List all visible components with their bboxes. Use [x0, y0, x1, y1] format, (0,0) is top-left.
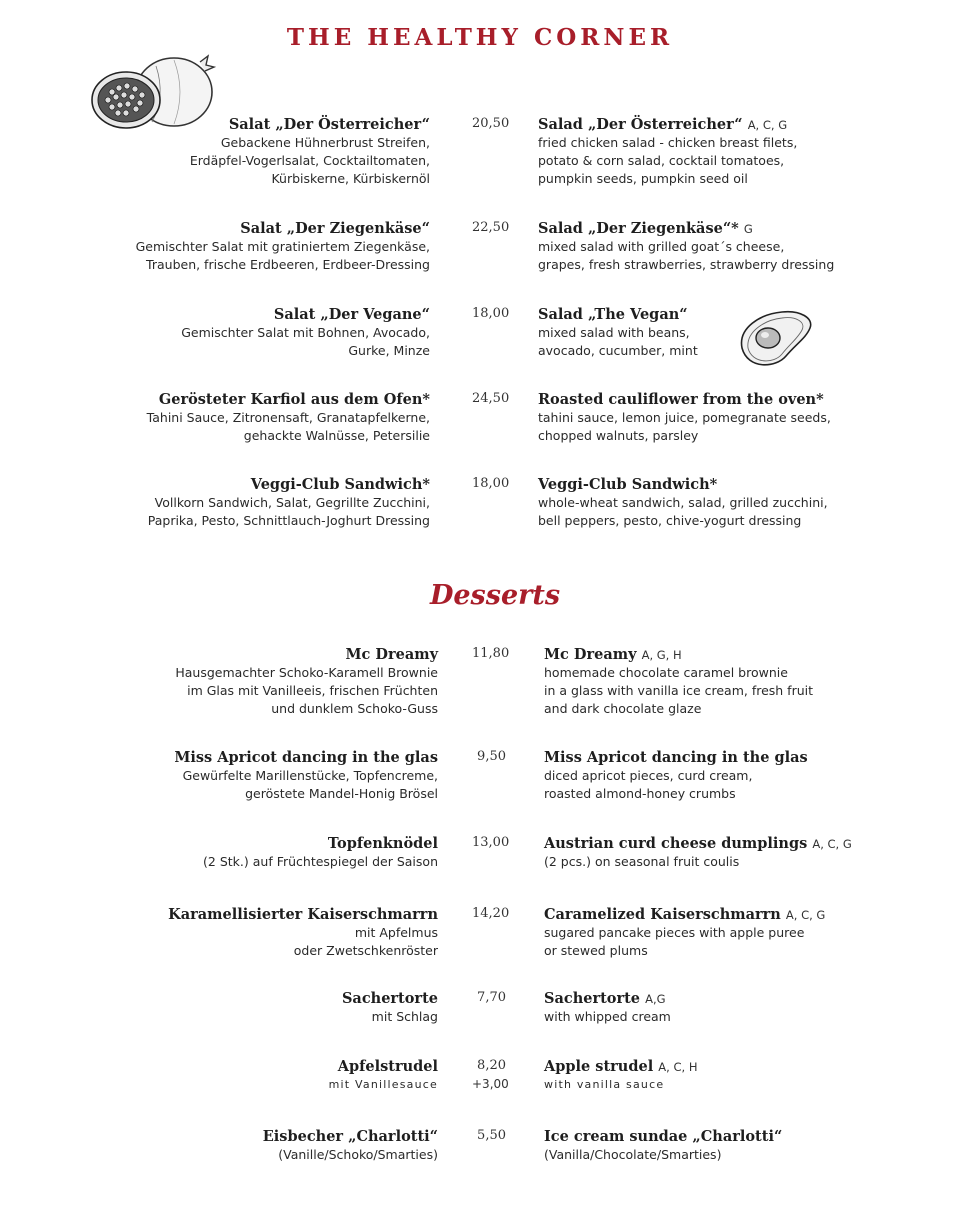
item-name-de: Apfelstrudel	[337, 1058, 438, 1075]
allergen-codes: A, C, G	[812, 837, 852, 851]
allergen-codes: G	[743, 222, 753, 236]
item-price-block	[472, 476, 509, 491]
item-name-en: Salad „Der Österreicher“	[538, 116, 743, 133]
item-german	[181, 306, 430, 360]
item-name-en: Austrian curd cheese dumplings	[544, 835, 808, 852]
item-desc-en: fried chicken salad - chicken breast filets, potato & corn salad, cocktail tomatoes, pumpkin seeds, pumpkin seed oil	[538, 135, 798, 186]
item-price-block	[472, 1128, 506, 1143]
item-name-en: Salad „The Vegan“	[538, 306, 688, 323]
item-price-block	[472, 990, 506, 1005]
allergen-codes: A, C, G	[747, 118, 788, 132]
item-desc-en: tahini sauce, lemon juice, pomegranate seeds, chopped walnuts, parsley	[538, 410, 831, 443]
item-price: 22,50	[472, 220, 510, 235]
item-desc-en: mixed salad with grilled goat´s cheese, grapes, fresh strawberries, strawberry dressing	[538, 239, 835, 272]
item-desc-de: mit Apfelmus oder Zwetschkenröster	[293, 925, 438, 958]
item-price: 8,20	[477, 1058, 506, 1073]
item-english	[544, 1128, 782, 1164]
item-name-de: Gerösteter Karfiol aus dem Ofen*	[158, 391, 430, 408]
item-german	[136, 220, 430, 274]
item-german	[263, 1128, 438, 1164]
item-price: 18,00	[472, 306, 510, 321]
item-english	[538, 220, 834, 274]
item-desc-de: mit Schlag	[371, 1009, 438, 1024]
item-name-de: Mc Dreamy	[345, 646, 438, 663]
item-english	[544, 1058, 697, 1094]
item-price: 9,50	[477, 749, 506, 764]
item-desc-de: Hausgemachter Schoko-Karamell Brownie im Glas mit Vanilleeis, frischen Früchten und dunklem Schoko-Guss	[175, 665, 438, 716]
page-title: THE HEALTHY CORNER	[286, 24, 674, 51]
item-german	[342, 990, 438, 1026]
item-desc-de: Gebackene Hühnerbrust Streifen, Erdäpfel-Vogerlsalat, Cocktailtomaten, Kürbiskerne, Kürbiskernöl	[189, 135, 430, 186]
item-name-de: Miss Apricot dancing in the glas	[174, 749, 438, 766]
item-desc-en: with vanilla sauce	[544, 1078, 665, 1091]
item-price-block	[472, 1058, 509, 1091]
menu-item	[0, 906, 960, 996]
item-name-de: Salat „Der Vegane“	[273, 306, 430, 323]
item-german	[148, 476, 430, 530]
item-price-block	[472, 749, 506, 764]
item-price-block	[472, 906, 510, 921]
item-name-en: Caramelized Kaiserschmarrn	[544, 906, 781, 923]
item-english	[544, 906, 825, 960]
menu-item	[0, 220, 960, 310]
item-price: 24,50	[472, 391, 510, 406]
item-price-block	[472, 116, 509, 131]
item-price: 13,00	[472, 835, 510, 850]
item-german	[174, 749, 438, 803]
item-price-block	[472, 391, 509, 406]
item-name-de: Sachertorte	[341, 990, 438, 1007]
item-name-de: Salat „Der Österreicher“	[228, 116, 430, 133]
item-price: 20,50	[472, 116, 510, 131]
menu-item	[0, 749, 960, 839]
item-price: 14,20	[472, 906, 510, 921]
item-name-en: Veggi-Club Sandwich*	[538, 476, 718, 493]
item-english	[544, 990, 671, 1026]
item-name-de: Karamellisierter Kaiserschmarrn	[168, 906, 438, 923]
menu-item	[0, 476, 960, 566]
allergen-codes: A, C, H	[658, 1060, 698, 1074]
menu-item	[0, 646, 960, 736]
item-english	[544, 835, 852, 871]
item-price-block	[472, 835, 510, 850]
item-desc-de: Vollkorn Sandwich, Salat, Gegrillte Zucchini, Paprika, Pesto, Schnittlauch-Joghurt Dressing	[147, 495, 430, 528]
item-english	[544, 749, 808, 803]
menu-item	[0, 306, 960, 396]
item-name-de: Eisbecher „Charlotti“	[262, 1128, 438, 1145]
item-english	[544, 646, 813, 718]
item-name-de: Salat „Der Ziegenkäse“	[240, 220, 430, 237]
item-german	[329, 1058, 438, 1094]
item-name-en: Apple strudel	[544, 1058, 654, 1075]
item-desc-en: mixed salad with beans, avocado, cucumber, mint	[538, 325, 698, 358]
item-price-block	[472, 220, 509, 235]
item-english	[538, 306, 698, 360]
item-german	[175, 646, 438, 718]
item-name-de: Veggi-Club Sandwich*	[250, 476, 430, 493]
item-name-en: Miss Apricot dancing in the glas	[544, 749, 808, 766]
item-desc-en: whole-wheat sandwich, salad, grilled zucchini, bell peppers, pesto, chive-yogurt dressing	[538, 495, 828, 528]
item-desc-de: Tahini Sauce, Zitronensaft, Granatapfelkerne, gehackte Walnüsse, Petersilie	[146, 410, 430, 443]
allergen-codes: A, C, G	[785, 908, 826, 922]
item-name-en: Sachertorte	[544, 990, 641, 1007]
item-desc-en: (Vanilla/Chocolate/Smarties)	[544, 1147, 722, 1162]
item-german	[203, 835, 438, 871]
item-price: 5,50	[477, 1128, 506, 1143]
item-desc-de: Gewürfelte Marillenstücke, Topfencreme, geröstete Mandel-Honig Brösel	[182, 768, 438, 801]
desserts-heading: Desserts	[429, 580, 561, 611]
item-price-extra: +3,00	[472, 1077, 509, 1091]
item-german	[190, 116, 430, 188]
item-desc-de: (Vanille/Schoko/Smarties)	[278, 1147, 438, 1162]
item-name-en: Ice cream sundae „Charlotti“	[544, 1128, 783, 1145]
menu-item	[0, 391, 960, 481]
item-desc-en: homemade chocolate caramel brownie in a glass with vanilla ice cream, fresh fruit and dark chocolate glaze	[544, 665, 814, 716]
item-price: 18,00	[472, 476, 510, 491]
item-desc-de: Gemischter Salat mit gratiniertem Ziegenkäse, Trauben, frische Erdbeeren, Erdbeer-Dressing	[135, 239, 430, 272]
item-desc-en: diced apricot pieces, curd cream, roasted almond-honey crumbs	[544, 768, 753, 801]
item-price: 11,80	[472, 646, 510, 661]
item-price: 7,70	[477, 990, 506, 1005]
item-german	[147, 391, 430, 445]
menu-item	[0, 1128, 960, 1218]
item-desc-en: sugared pancake pieces with apple puree or stewed plums	[544, 925, 805, 958]
item-german	[168, 906, 438, 960]
item-desc-de: Gemischter Salat mit Bohnen, Avocado, Gurke, Minze	[181, 325, 430, 358]
item-name-en: Salad „Der Ziegenkäse“*	[538, 220, 739, 237]
item-desc-en: with whipped cream	[544, 1009, 671, 1024]
item-price-block	[472, 646, 510, 661]
item-name-de: Topfenknödel	[327, 835, 438, 852]
item-price-block	[472, 306, 509, 321]
item-english	[538, 116, 797, 188]
item-name-en: Mc Dreamy	[544, 646, 637, 663]
item-desc-de: (2 Stk.) auf Früchtespiegel der Saison	[203, 854, 438, 869]
allergen-codes: A, G, H	[641, 648, 682, 662]
item-english	[538, 391, 831, 445]
item-name-en: Roasted cauliflower from the oven*	[538, 391, 824, 408]
item-desc-en: (2 pcs.) on seasonal fruit coulis	[544, 854, 740, 869]
item-desc-de: mit Vanillesauce	[328, 1078, 438, 1091]
allergen-codes: A,G	[645, 992, 666, 1006]
item-english	[538, 476, 828, 530]
menu-item	[0, 116, 960, 206]
